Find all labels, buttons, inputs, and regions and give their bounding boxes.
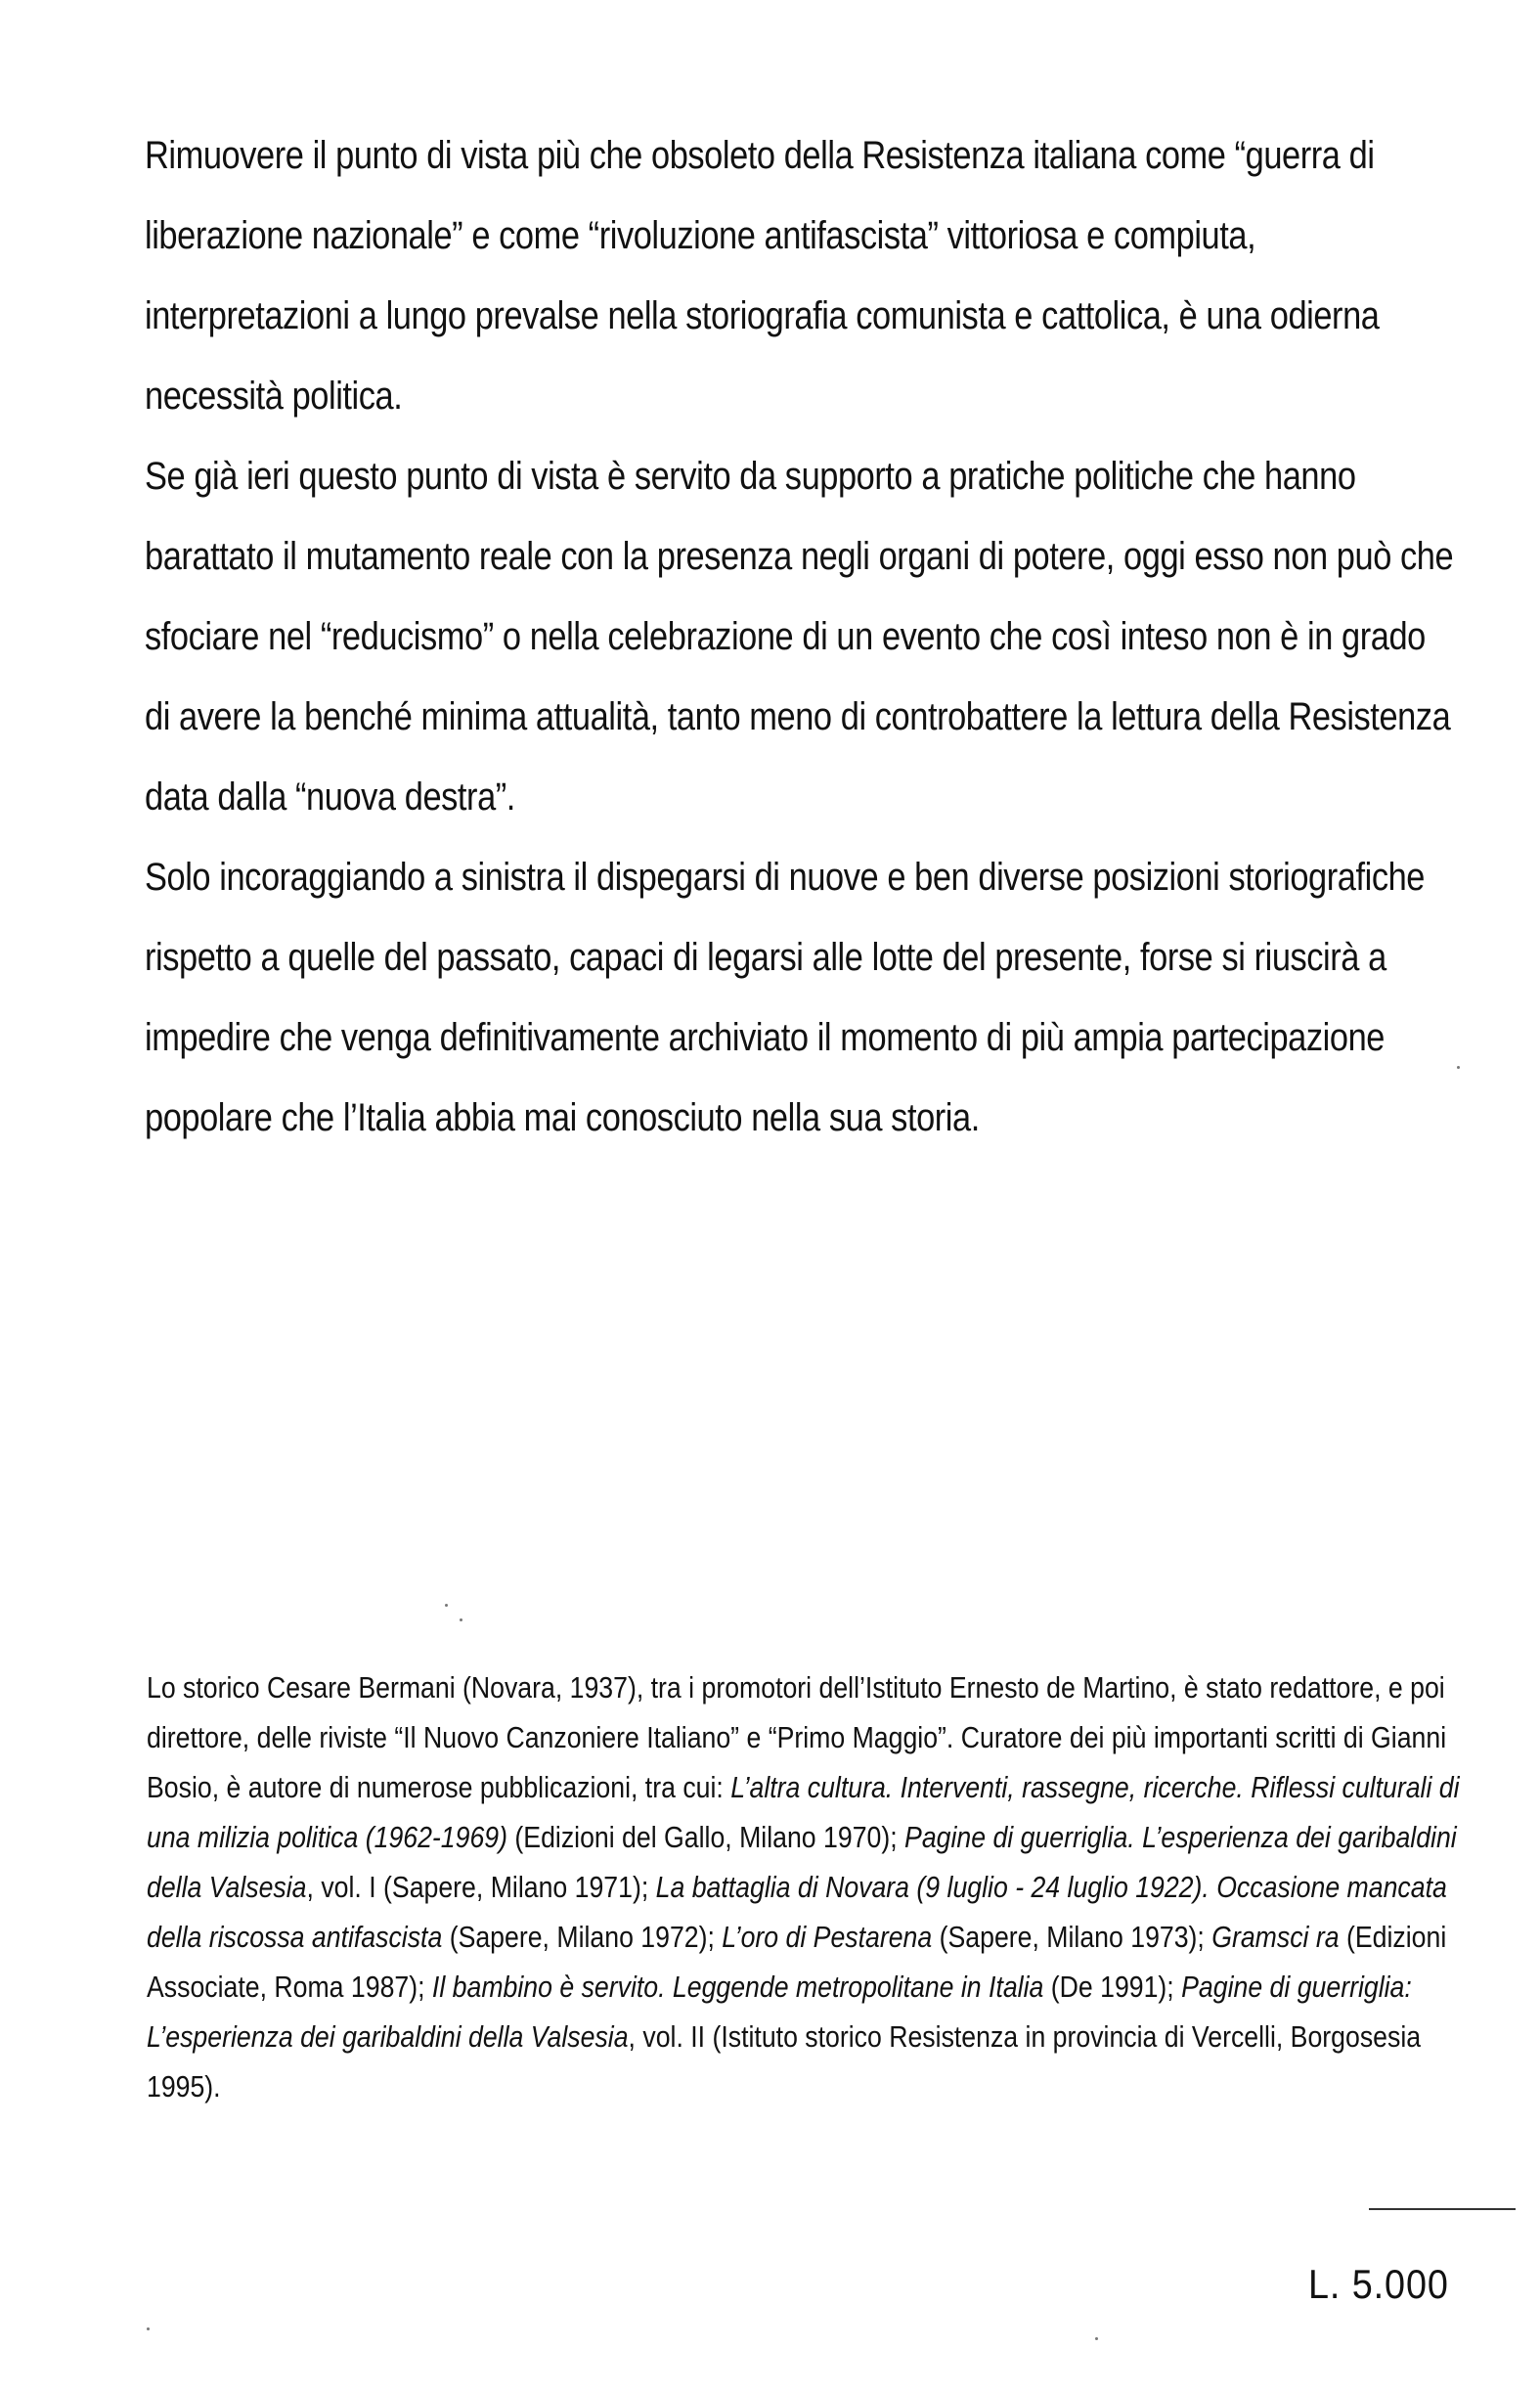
price-divider <box>1369 2208 1516 2210</box>
bio-title-2: Pagine di guerriglia. L’esperienza dei garibaldini della Valsesia <box>147 1820 1457 1904</box>
bio-text-3: , vol. I (Sapere, Milano 1971); <box>306 1870 656 1904</box>
bio-text-8: , vol. II (Istituto storico Resistenza in provincia di Vercelli, Borgosesia 1995). <box>147 2019 1422 2104</box>
bio-text-7: (De 1991); <box>1043 1970 1182 2004</box>
bio-text-4: (Sapere, Milano 1972); <box>442 1920 723 1954</box>
blurb-paragraph-2: Se già ieri questo punto di vista è servito da supporto a pratiche politiche che hanno barattato il mutamento reale con la presenza negli organi di potere, oggi esso non può che sfociare nel “reducismo” o nella celebrazione di un evento che così inteso non è in grado di avere la benché minima attualità, tanto meno di controbattere la lettura della Resistenza data dalla “nuova destra”. <box>145 455 1454 819</box>
author-bio-paragraph <box>147 1662 1492 2111</box>
bio-title-6: Il bambino è servito. Leggende metropolitane in Italia <box>431 1970 1044 2004</box>
bio-title-4: L’oro di Pestarena <box>722 1920 933 1954</box>
bio-title-1: L’altra cultura. Interventi, rassegne, ricerche. Riflessi culturali di una milizia politica (1962-1969) <box>147 1770 1460 1854</box>
blurb-paragraph-1: Rimuovere il punto di vista più che obsoleto della Resistenza italiana come “guerra di liberazione nazionale” e come “rivoluzione antifascista” vittoriosa e compiuta, interpretazioni a lungo prevalse nella storiografia comunista e cattolica, è una odierna necessità politica. <box>145 134 1380 418</box>
scan-speck <box>445 1604 448 1607</box>
scan-speck <box>1457 1066 1460 1069</box>
bio-text-1: Lo storico Cesare Bermani (Novara, 1937), tra i promotori dell’Istituto Ernesto de Martino, è stato redattore, e poi direttore, delle riviste “Il Nuovo Canzoniere Italiano” e “Primo Maggio”. Curatore dei più importanti scritti di Gianni Bosio, è autore di numerose pubblicazioni, tra cui: <box>147 1670 1447 1804</box>
bio-title-5: Gramsci ra <box>1211 1920 1340 1954</box>
bio-text-6: (Edizioni Associate, Roma 1987); <box>147 1920 1447 2004</box>
bio-title-7: Pagine di guerriglia: L’esperienza dei garibaldini della Valsesia <box>147 1970 1412 2054</box>
bio-text-2: (Edizioni del Gallo, Milano 1970); <box>507 1820 905 1854</box>
bio-title-3: La battaglia di Novara (9 luglio - 24 luglio 1922). Occasione mancata della riscossa antifascista <box>147 1870 1447 1954</box>
scan-speck <box>460 1618 462 1621</box>
blurb-paragraph-3: Solo incoraggiando a sinistra il dispegarsi di nuove e ben diverse posizioni storiografiche rispetto a quelle del passato, capaci di legarsi alle lotte del presente, forse si riuscirà a impedire che venga definitivamente archiviato il momento di più ampia partecipazione popolare che l’Italia abbia mai conosciuto nella sua storia. <box>145 856 1425 1139</box>
price-label: L. 5.000 <box>1308 2261 1449 2307</box>
blurb-text <box>145 115 1457 1158</box>
bio-text-5: (Sapere, Milano 1973); <box>932 1920 1212 1954</box>
scan-speck <box>147 2327 150 2330</box>
author-bio <box>147 1662 1492 2111</box>
scan-speck <box>1095 2337 1098 2340</box>
